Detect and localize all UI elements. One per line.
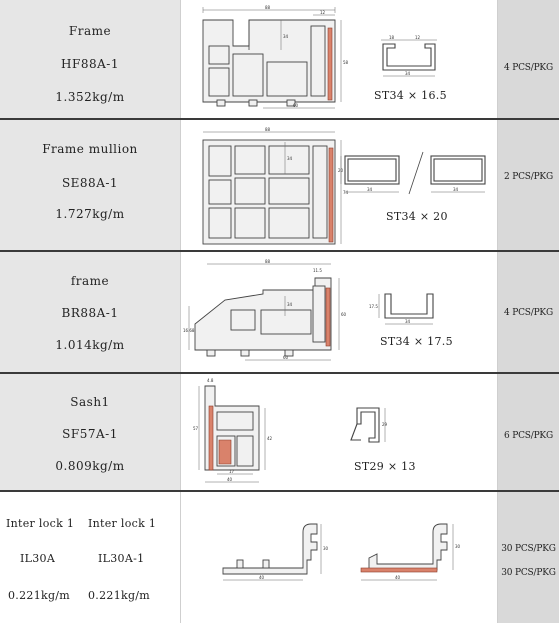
steel-size-label: ST29 × 13 <box>354 460 416 473</box>
svg-text:58: 58 <box>343 60 349 65</box>
svg-text:88: 88 <box>265 5 271 10</box>
steel-reinforcement-drawing <box>377 36 441 80</box>
svg-text:34: 34 <box>287 302 293 307</box>
table-row <box>0 374 559 490</box>
svg-text:20: 20 <box>338 168 344 173</box>
steel-size-label: ST34 × 16.5 <box>374 89 447 102</box>
packing-qty: 30 PCS/PKG <box>501 544 556 554</box>
steel-reinforcement-drawing <box>339 150 491 200</box>
steel-size-label: ST34 × 17.5 <box>380 335 453 348</box>
svg-text:88: 88 <box>265 127 271 132</box>
packing-qty: 6 PCS/PKG <box>504 431 553 441</box>
svg-text:34: 34 <box>287 156 293 161</box>
svg-text:74: 74 <box>343 190 349 195</box>
drawing-cell <box>180 0 498 118</box>
profile-weight: 1.352kg/m <box>55 90 125 104</box>
mullion-profile-drawing <box>189 128 349 246</box>
svg-text:40: 40 <box>395 575 401 580</box>
name-cell <box>0 120 180 250</box>
svg-text:12: 12 <box>415 35 421 40</box>
svg-text:34: 34 <box>405 319 411 324</box>
profile-code: BR88A-1 <box>61 306 119 320</box>
svg-text:60: 60 <box>341 312 347 317</box>
packing-cell <box>498 0 559 118</box>
svg-text:16.68: 16.68 <box>183 328 195 333</box>
svg-text:12: 12 <box>320 10 326 15</box>
profile-name: Inter lock 1 <box>6 517 75 530</box>
svg-text:40: 40 <box>259 575 265 580</box>
steel-size-label: ST34 × 20 <box>386 210 448 223</box>
table-row <box>0 492 559 623</box>
svg-text:30: 30 <box>323 546 329 551</box>
svg-text:17: 17 <box>229 469 235 474</box>
profile-code: SE88A-1 <box>61 176 119 190</box>
svg-text:60: 60 <box>283 355 289 360</box>
interlock-profile-drawing <box>355 518 465 588</box>
drawing-cell <box>180 492 498 623</box>
svg-text:42: 42 <box>267 436 273 441</box>
profile-name: Frame mullion <box>42 142 138 156</box>
svg-text:34: 34 <box>405 71 411 76</box>
svg-text:30: 30 <box>455 544 461 549</box>
svg-text:34: 34 <box>453 187 459 192</box>
profile-weight: 0.809kg/m <box>55 459 125 473</box>
profile-weight: 0.221kg/m <box>88 589 151 602</box>
profile-code: HF88A-1 <box>61 57 119 71</box>
packing-cell <box>498 120 559 250</box>
drawing-cell <box>180 252 498 372</box>
table-row <box>0 252 559 372</box>
packing-cell <box>498 492 559 623</box>
svg-text:34: 34 <box>283 34 289 39</box>
svg-text:88: 88 <box>265 259 271 264</box>
name-cell <box>0 492 180 623</box>
svg-text:60: 60 <box>293 103 299 108</box>
svg-text:17.5: 17.5 <box>369 304 378 309</box>
profile-weight: 1.727kg/m <box>55 207 125 221</box>
frame-profile-drawing <box>189 6 349 112</box>
svg-text:11.5: 11.5 <box>313 268 322 273</box>
profile-code: IL30A-1 <box>98 552 145 565</box>
profile-weight: 0.221kg/m <box>8 589 71 602</box>
profile-name: Frame <box>68 24 112 38</box>
packing-qty: 4 PCS/PKG <box>504 308 553 318</box>
table-row <box>0 120 559 250</box>
profile-name: frame <box>70 274 110 288</box>
svg-text:34: 34 <box>367 187 373 192</box>
sash-profile-drawing <box>189 378 279 488</box>
name-cell <box>0 374 180 490</box>
drawing-cell <box>180 120 498 250</box>
steel-reinforcement-drawing <box>369 288 443 330</box>
profile-name: Inter lock 1 <box>88 517 157 530</box>
table-row <box>0 0 559 118</box>
profile-weight: 1.014kg/m <box>55 338 125 352</box>
profile-code: IL30A <box>20 552 56 565</box>
profile-name: Sash1 <box>70 395 110 409</box>
svg-text:18: 18 <box>389 35 395 40</box>
svg-text:57: 57 <box>193 426 199 431</box>
packing-qty: 4 PCS/PKG <box>504 63 553 73</box>
interlock-profile-drawing <box>217 518 327 588</box>
name-cell <box>0 252 180 372</box>
steel-reinforcement-drawing <box>349 402 389 448</box>
svg-text:40: 40 <box>227 477 233 482</box>
drawing-cell <box>180 374 498 490</box>
packing-qty: 2 PCS/PKG <box>504 172 553 182</box>
name-cell <box>0 0 180 118</box>
packing-cell <box>498 374 559 490</box>
svg-text:4.8: 4.8 <box>207 378 214 383</box>
profile-code: SF57A-1 <box>62 427 118 441</box>
packing-cell <box>498 252 559 372</box>
packing-qty: 30 PCS/PKG <box>501 568 556 578</box>
svg-text:29: 29 <box>382 422 388 427</box>
frame-profile-drawing <box>185 260 351 368</box>
